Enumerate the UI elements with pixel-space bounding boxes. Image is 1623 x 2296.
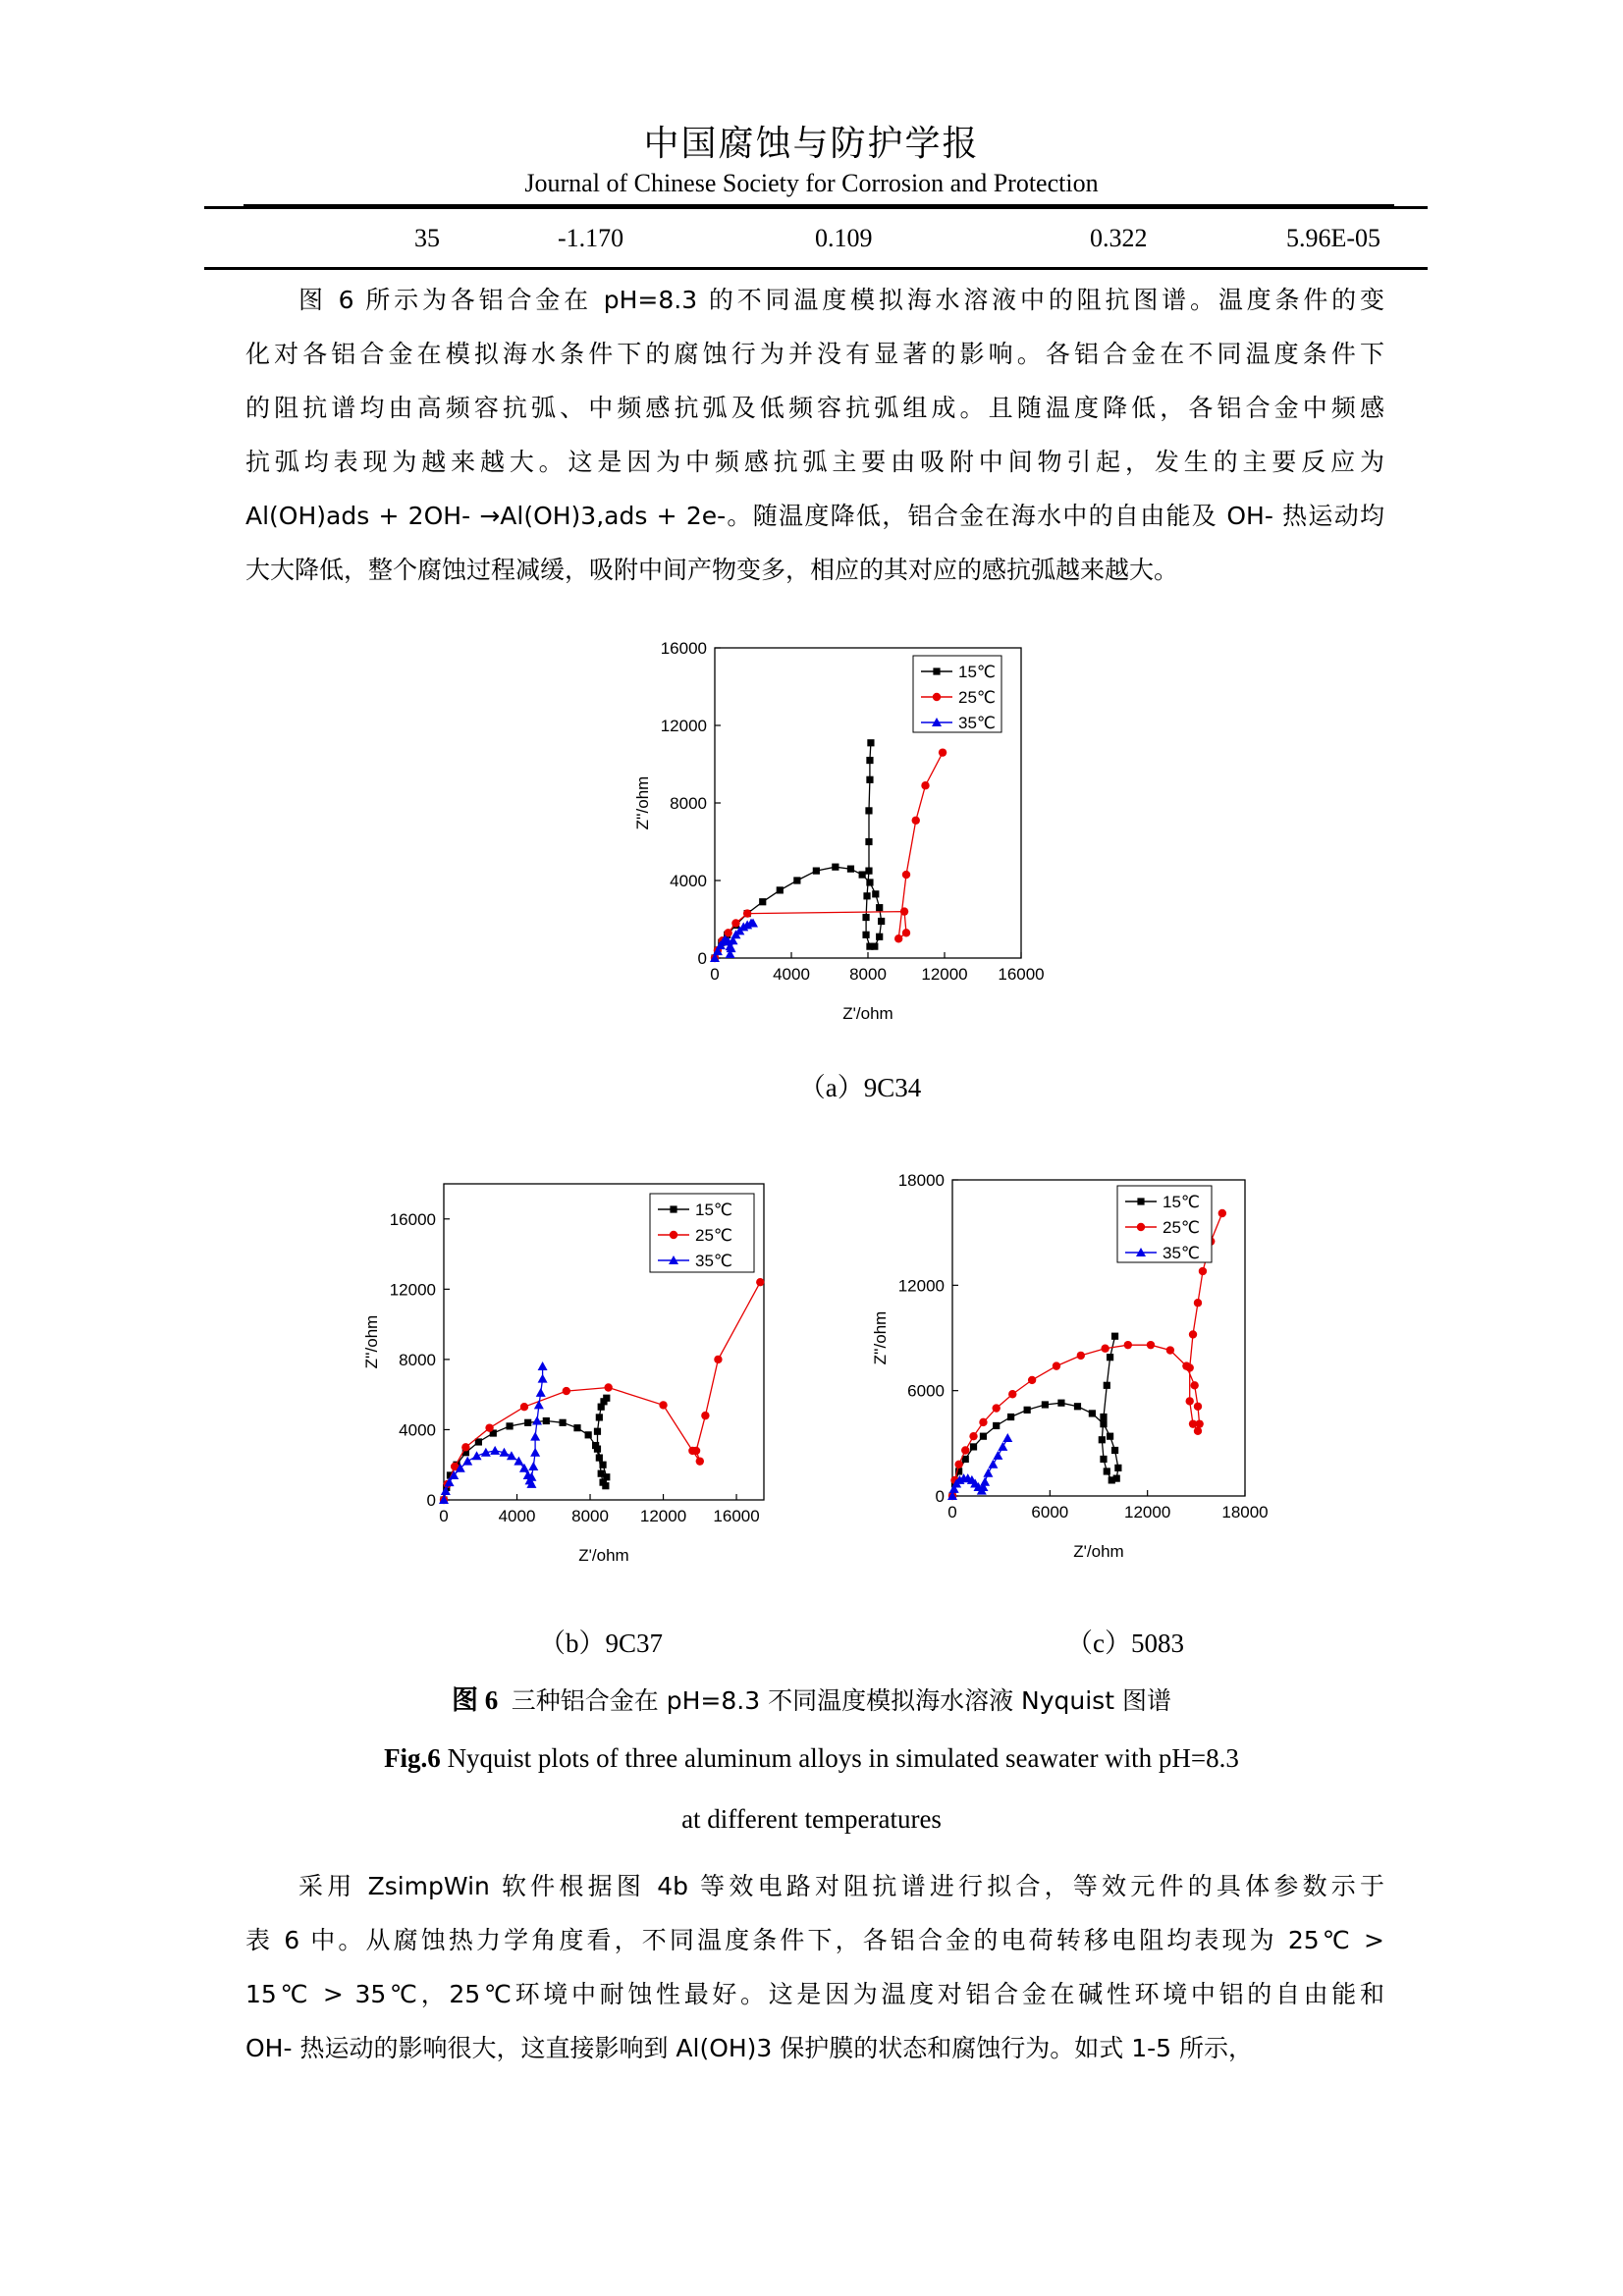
x-tick-label: 18000 bbox=[1221, 1503, 1269, 1522]
series-square bbox=[711, 739, 885, 961]
nyquist-chart-5083 bbox=[854, 1168, 1296, 1600]
data-point bbox=[538, 1374, 548, 1383]
legend-label: 35℃ bbox=[695, 1252, 733, 1270]
nyquist-chart-9c37 bbox=[353, 1174, 795, 1606]
legend-label: 15℃ bbox=[958, 663, 997, 681]
legend-label: 15℃ bbox=[1163, 1193, 1201, 1211]
data-point bbox=[1107, 1354, 1113, 1361]
data-point bbox=[1190, 1381, 1198, 1389]
data-point bbox=[862, 932, 869, 938]
data-point bbox=[573, 1424, 580, 1431]
legend-label: 25℃ bbox=[958, 688, 997, 707]
data-point bbox=[670, 1205, 676, 1212]
data-point bbox=[993, 1451, 1002, 1460]
x-tick-label: 16000 bbox=[998, 965, 1045, 984]
data-point bbox=[1089, 1410, 1096, 1416]
data-point bbox=[865, 807, 872, 814]
y-tick-label: 12000 bbox=[660, 717, 707, 735]
data-point bbox=[599, 1462, 606, 1468]
data-point bbox=[1166, 1346, 1174, 1354]
data-point bbox=[980, 1477, 990, 1486]
data-point bbox=[731, 919, 739, 927]
data-point bbox=[461, 1443, 469, 1451]
data-point bbox=[979, 1418, 987, 1426]
data-point bbox=[1053, 1362, 1060, 1369]
caption-cn-text: 三种铝合金在 pH=8.3 不同温度模拟海水溶液 Nyquist 图谱 bbox=[511, 1686, 1171, 1715]
data-point bbox=[532, 1416, 542, 1425]
data-point bbox=[490, 1446, 500, 1455]
data-point bbox=[756, 1278, 764, 1286]
journal-title-en: Journal of Chinese Society for Corrosion and Protection bbox=[524, 169, 1099, 197]
data-point bbox=[759, 898, 766, 905]
data-point bbox=[1194, 1427, 1202, 1435]
y-tick-label: 12000 bbox=[389, 1280, 436, 1300]
x-tick-label: 0 bbox=[439, 1507, 449, 1525]
y-tick-label: 12000 bbox=[897, 1276, 945, 1296]
legend-label: 15℃ bbox=[695, 1201, 733, 1219]
table-cell-ba: 0.109 bbox=[815, 224, 873, 252]
data-point bbox=[472, 1451, 482, 1460]
data-point bbox=[1074, 1403, 1081, 1410]
data-point bbox=[1137, 1223, 1145, 1231]
data-point bbox=[933, 693, 941, 701]
data-point bbox=[933, 667, 940, 674]
data-point bbox=[604, 1383, 612, 1391]
data-point bbox=[1186, 1397, 1194, 1405]
data-point bbox=[1189, 1330, 1197, 1338]
data-point bbox=[876, 904, 883, 911]
data-point bbox=[878, 918, 885, 925]
x-tick-label: 6000 bbox=[1031, 1503, 1069, 1522]
nyquist-chart-9c34 bbox=[607, 636, 1049, 1068]
data-point bbox=[832, 864, 839, 871]
data-point bbox=[563, 1387, 570, 1395]
data-point bbox=[998, 1442, 1007, 1451]
data-point bbox=[659, 1401, 667, 1409]
data-point bbox=[1104, 1468, 1110, 1474]
x-tick-label: 0 bbox=[947, 1503, 957, 1522]
data-point bbox=[743, 909, 751, 917]
para2-line-4: OH- 热运动的影响很大，这直接影响到 Al(OH)3 保护膜的状态和腐蚀行为。如式 1-5 所示， bbox=[245, 2034, 1254, 2062]
data-point bbox=[1100, 1420, 1107, 1427]
data-point bbox=[1042, 1401, 1049, 1408]
data-point bbox=[793, 877, 800, 883]
data-point bbox=[594, 1446, 601, 1453]
data-point bbox=[594, 1428, 601, 1435]
x-axis-label: Z'/ohm bbox=[1073, 1542, 1124, 1561]
legend-label: 35℃ bbox=[958, 714, 997, 732]
table-cell-icorr: 5.96E-05 bbox=[1286, 224, 1381, 252]
data-point bbox=[921, 781, 929, 789]
data-point bbox=[1099, 1436, 1106, 1443]
data-point bbox=[993, 1422, 1000, 1429]
table-top-rule bbox=[204, 206, 1428, 209]
data-point bbox=[902, 871, 910, 879]
data-point bbox=[701, 1412, 709, 1419]
data-point bbox=[993, 1404, 1001, 1412]
data-point bbox=[543, 1417, 550, 1424]
data-point bbox=[900, 907, 908, 915]
data-point bbox=[1218, 1209, 1226, 1217]
data-point bbox=[1109, 1476, 1115, 1483]
data-point bbox=[866, 879, 873, 885]
table-cell-temp: 35 bbox=[414, 224, 440, 252]
y-tick-label: 8000 bbox=[399, 1350, 436, 1369]
legend-label: 35℃ bbox=[1163, 1244, 1201, 1262]
data-point bbox=[670, 1231, 677, 1239]
figure-caption-en bbox=[0, 1743, 1623, 1774]
data-point bbox=[1002, 1433, 1012, 1442]
legend bbox=[650, 1194, 754, 1272]
x-axis-label: Z'/ohm bbox=[578, 1546, 629, 1565]
data-point bbox=[847, 866, 854, 873]
data-point bbox=[1100, 1414, 1107, 1420]
x-tick-label: 4000 bbox=[773, 965, 810, 984]
data-point bbox=[534, 1400, 544, 1409]
data-point bbox=[939, 748, 947, 756]
data-point bbox=[462, 1457, 472, 1466]
data-point bbox=[530, 1432, 540, 1441]
table-cell-ecorr: -1.170 bbox=[558, 224, 624, 252]
y-axis-label: Z''/ohm bbox=[871, 1310, 890, 1365]
data-point bbox=[866, 776, 873, 783]
data-point bbox=[1111, 1333, 1118, 1340]
table-bottom-rule bbox=[204, 267, 1428, 270]
data-point bbox=[1008, 1390, 1016, 1398]
y-tick-label: 4000 bbox=[399, 1420, 436, 1440]
data-point bbox=[538, 1362, 548, 1370]
y-tick-label: 4000 bbox=[670, 872, 707, 890]
y-tick-label: 6000 bbox=[907, 1381, 945, 1401]
paragraph-2 bbox=[245, 1859, 1384, 2075]
data-point bbox=[596, 1454, 603, 1461]
figure-label-b: （b）9C37 bbox=[538, 1629, 663, 1658]
data-point bbox=[1100, 1456, 1107, 1463]
data-point bbox=[524, 1419, 531, 1426]
series-line bbox=[715, 743, 882, 958]
data-point bbox=[559, 1419, 566, 1426]
para2-line-1: 采用 ZsimpWin 软件根据图 4b 等效电路对阻抗谱进行拟合，等效元件的具体参数示于 bbox=[298, 1872, 1384, 1900]
data-point bbox=[1199, 1267, 1207, 1275]
data-point bbox=[862, 914, 869, 921]
y-tick-label: 18000 bbox=[897, 1171, 945, 1190]
para1-line-1: 图 6 所示为各铝合金在 pH=8.3 的不同温度模拟海水溶液中的阻抗图谱。温度条件的变 bbox=[298, 286, 1384, 314]
data-point bbox=[894, 934, 902, 942]
y-tick-label: 16000 bbox=[660, 639, 707, 658]
data-point bbox=[1147, 1341, 1155, 1349]
legend bbox=[1117, 1186, 1212, 1262]
data-point bbox=[876, 934, 883, 940]
data-point bbox=[530, 1448, 540, 1457]
journal-title-cn: 中国腐蚀与防护学报 bbox=[643, 124, 980, 164]
legend bbox=[913, 656, 1001, 732]
data-point bbox=[1077, 1352, 1085, 1360]
para1-line-3: 的阻抗谱均由高频容抗弧、中频感抗弧及低频容抗弧组成。且随温度降低，各铝合金中频感 bbox=[245, 394, 1384, 422]
data-point bbox=[696, 1457, 704, 1465]
series-square bbox=[948, 1333, 1121, 1500]
y-tick-label: 0 bbox=[697, 949, 707, 968]
data-point bbox=[902, 929, 910, 936]
data-point bbox=[1028, 1376, 1036, 1384]
paragraph-1 bbox=[245, 273, 1384, 597]
data-point bbox=[866, 757, 873, 764]
data-point bbox=[1137, 1198, 1144, 1204]
data-point bbox=[602, 1482, 609, 1489]
data-point bbox=[954, 1461, 962, 1468]
data-point bbox=[872, 890, 879, 897]
figure-label-a: （a）9C34 bbox=[798, 1073, 922, 1102]
data-point bbox=[1124, 1341, 1132, 1349]
data-point bbox=[603, 1473, 610, 1480]
data-point bbox=[596, 1414, 603, 1420]
figure-label-c: （c）5083 bbox=[1066, 1629, 1184, 1658]
data-point bbox=[1107, 1433, 1113, 1440]
table-cell-bc: 0.322 bbox=[1090, 224, 1148, 252]
y-axis-label: Z''/ohm bbox=[362, 1314, 381, 1369]
data-point bbox=[520, 1403, 528, 1411]
x-axis-label: Z'/ohm bbox=[842, 1004, 893, 1023]
para2-line-3: 15℃ > 35℃，25℃环境中耐蚀性最好。这是因为温度对铝合金在碱性环境中铝的自由能和 bbox=[245, 1980, 1384, 2008]
caption-en-label: Fig.6 bbox=[384, 1743, 441, 1773]
data-point bbox=[863, 892, 870, 899]
data-point bbox=[1104, 1382, 1110, 1389]
data-point bbox=[536, 1388, 546, 1397]
caption-cn-label: 图 6 bbox=[452, 1685, 499, 1715]
caption-en-text: Nyquist plots of three aluminum alloys in simulated seawater with pH=8.3 bbox=[447, 1743, 1239, 1773]
data-point bbox=[506, 1422, 513, 1429]
x-tick-label: 0 bbox=[710, 965, 720, 984]
data-point bbox=[988, 1460, 998, 1468]
chart-c-svg bbox=[854, 1168, 1296, 1600]
y-axis-label: Z''/ohm bbox=[633, 775, 652, 830]
data-point bbox=[969, 1432, 977, 1440]
para1-line-5: Al(OH)ads + 2OH- →Al(OH)3,ads + 2e-。随温度降低，铝合金在海水中的自由能及 OH- 热运动均 bbox=[245, 502, 1384, 530]
data-point bbox=[813, 868, 820, 875]
data-point bbox=[980, 1433, 987, 1440]
data-point bbox=[514, 1457, 523, 1466]
x-tick-label: 8000 bbox=[849, 965, 887, 984]
legend-label: 25℃ bbox=[1163, 1218, 1201, 1237]
para1-line-6: 大大降低，整个腐蚀过程减缓，吸附中间产物变多，相应的其对应的感抗弧越来越大。 bbox=[245, 556, 1179, 584]
para1-line-2: 化对各铝合金在模拟海水条件下的腐蚀行为并没有显著的影响。各铝合金在不同温度条件下 bbox=[245, 340, 1384, 368]
data-point bbox=[866, 943, 873, 950]
para2-line-2: 表 6 中。从腐蚀热力学角度看，不同温度条件下，各铝合金的电荷转移电阻均表现为 25℃ > bbox=[245, 1926, 1384, 1954]
data-point bbox=[585, 1431, 592, 1438]
x-tick-label: 8000 bbox=[571, 1507, 609, 1525]
data-point bbox=[865, 868, 872, 875]
data-point bbox=[1194, 1299, 1202, 1307]
x-tick-label: 12000 bbox=[639, 1507, 687, 1525]
data-point bbox=[1024, 1407, 1031, 1414]
para1-line-4: 抗弧均表现为越来越大。这是因为中频感抗弧主要由吸附中间物引起，发生的主要反应为 bbox=[245, 448, 1384, 476]
x-tick-label: 4000 bbox=[498, 1507, 536, 1525]
data-point bbox=[1186, 1363, 1194, 1371]
data-point bbox=[714, 1356, 722, 1363]
data-point bbox=[1057, 1400, 1064, 1407]
data-point bbox=[1101, 1345, 1109, 1353]
x-tick-label: 16000 bbox=[713, 1507, 760, 1525]
figure-caption-en-2: at different temperatures bbox=[681, 1804, 942, 1834]
data-point bbox=[692, 1447, 700, 1455]
data-point bbox=[1194, 1403, 1202, 1411]
data-point bbox=[867, 739, 874, 746]
x-tick-label: 12000 bbox=[921, 965, 968, 984]
data-point bbox=[777, 886, 784, 893]
data-point bbox=[912, 817, 920, 825]
data-point bbox=[1111, 1447, 1118, 1454]
chart-a-svg bbox=[607, 636, 1049, 1068]
data-point bbox=[865, 838, 872, 845]
data-point bbox=[859, 871, 866, 878]
data-point bbox=[961, 1446, 969, 1454]
y-tick-label: 8000 bbox=[670, 794, 707, 813]
data-point bbox=[970, 1443, 977, 1450]
figure-caption-cn bbox=[0, 1679, 1623, 1717]
y-tick-label: 0 bbox=[935, 1487, 945, 1506]
y-tick-label: 0 bbox=[426, 1491, 436, 1510]
data-point bbox=[485, 1423, 493, 1431]
data-point bbox=[528, 1462, 538, 1470]
data-point bbox=[1114, 1465, 1121, 1471]
data-point bbox=[603, 1395, 610, 1402]
data-point bbox=[983, 1468, 993, 1477]
data-point bbox=[1007, 1414, 1014, 1420]
y-tick-label: 16000 bbox=[389, 1209, 436, 1229]
chart-b-svg bbox=[353, 1174, 795, 1606]
data-point bbox=[1189, 1419, 1197, 1427]
legend-label: 25℃ bbox=[695, 1226, 733, 1245]
x-tick-label: 12000 bbox=[1124, 1503, 1171, 1522]
